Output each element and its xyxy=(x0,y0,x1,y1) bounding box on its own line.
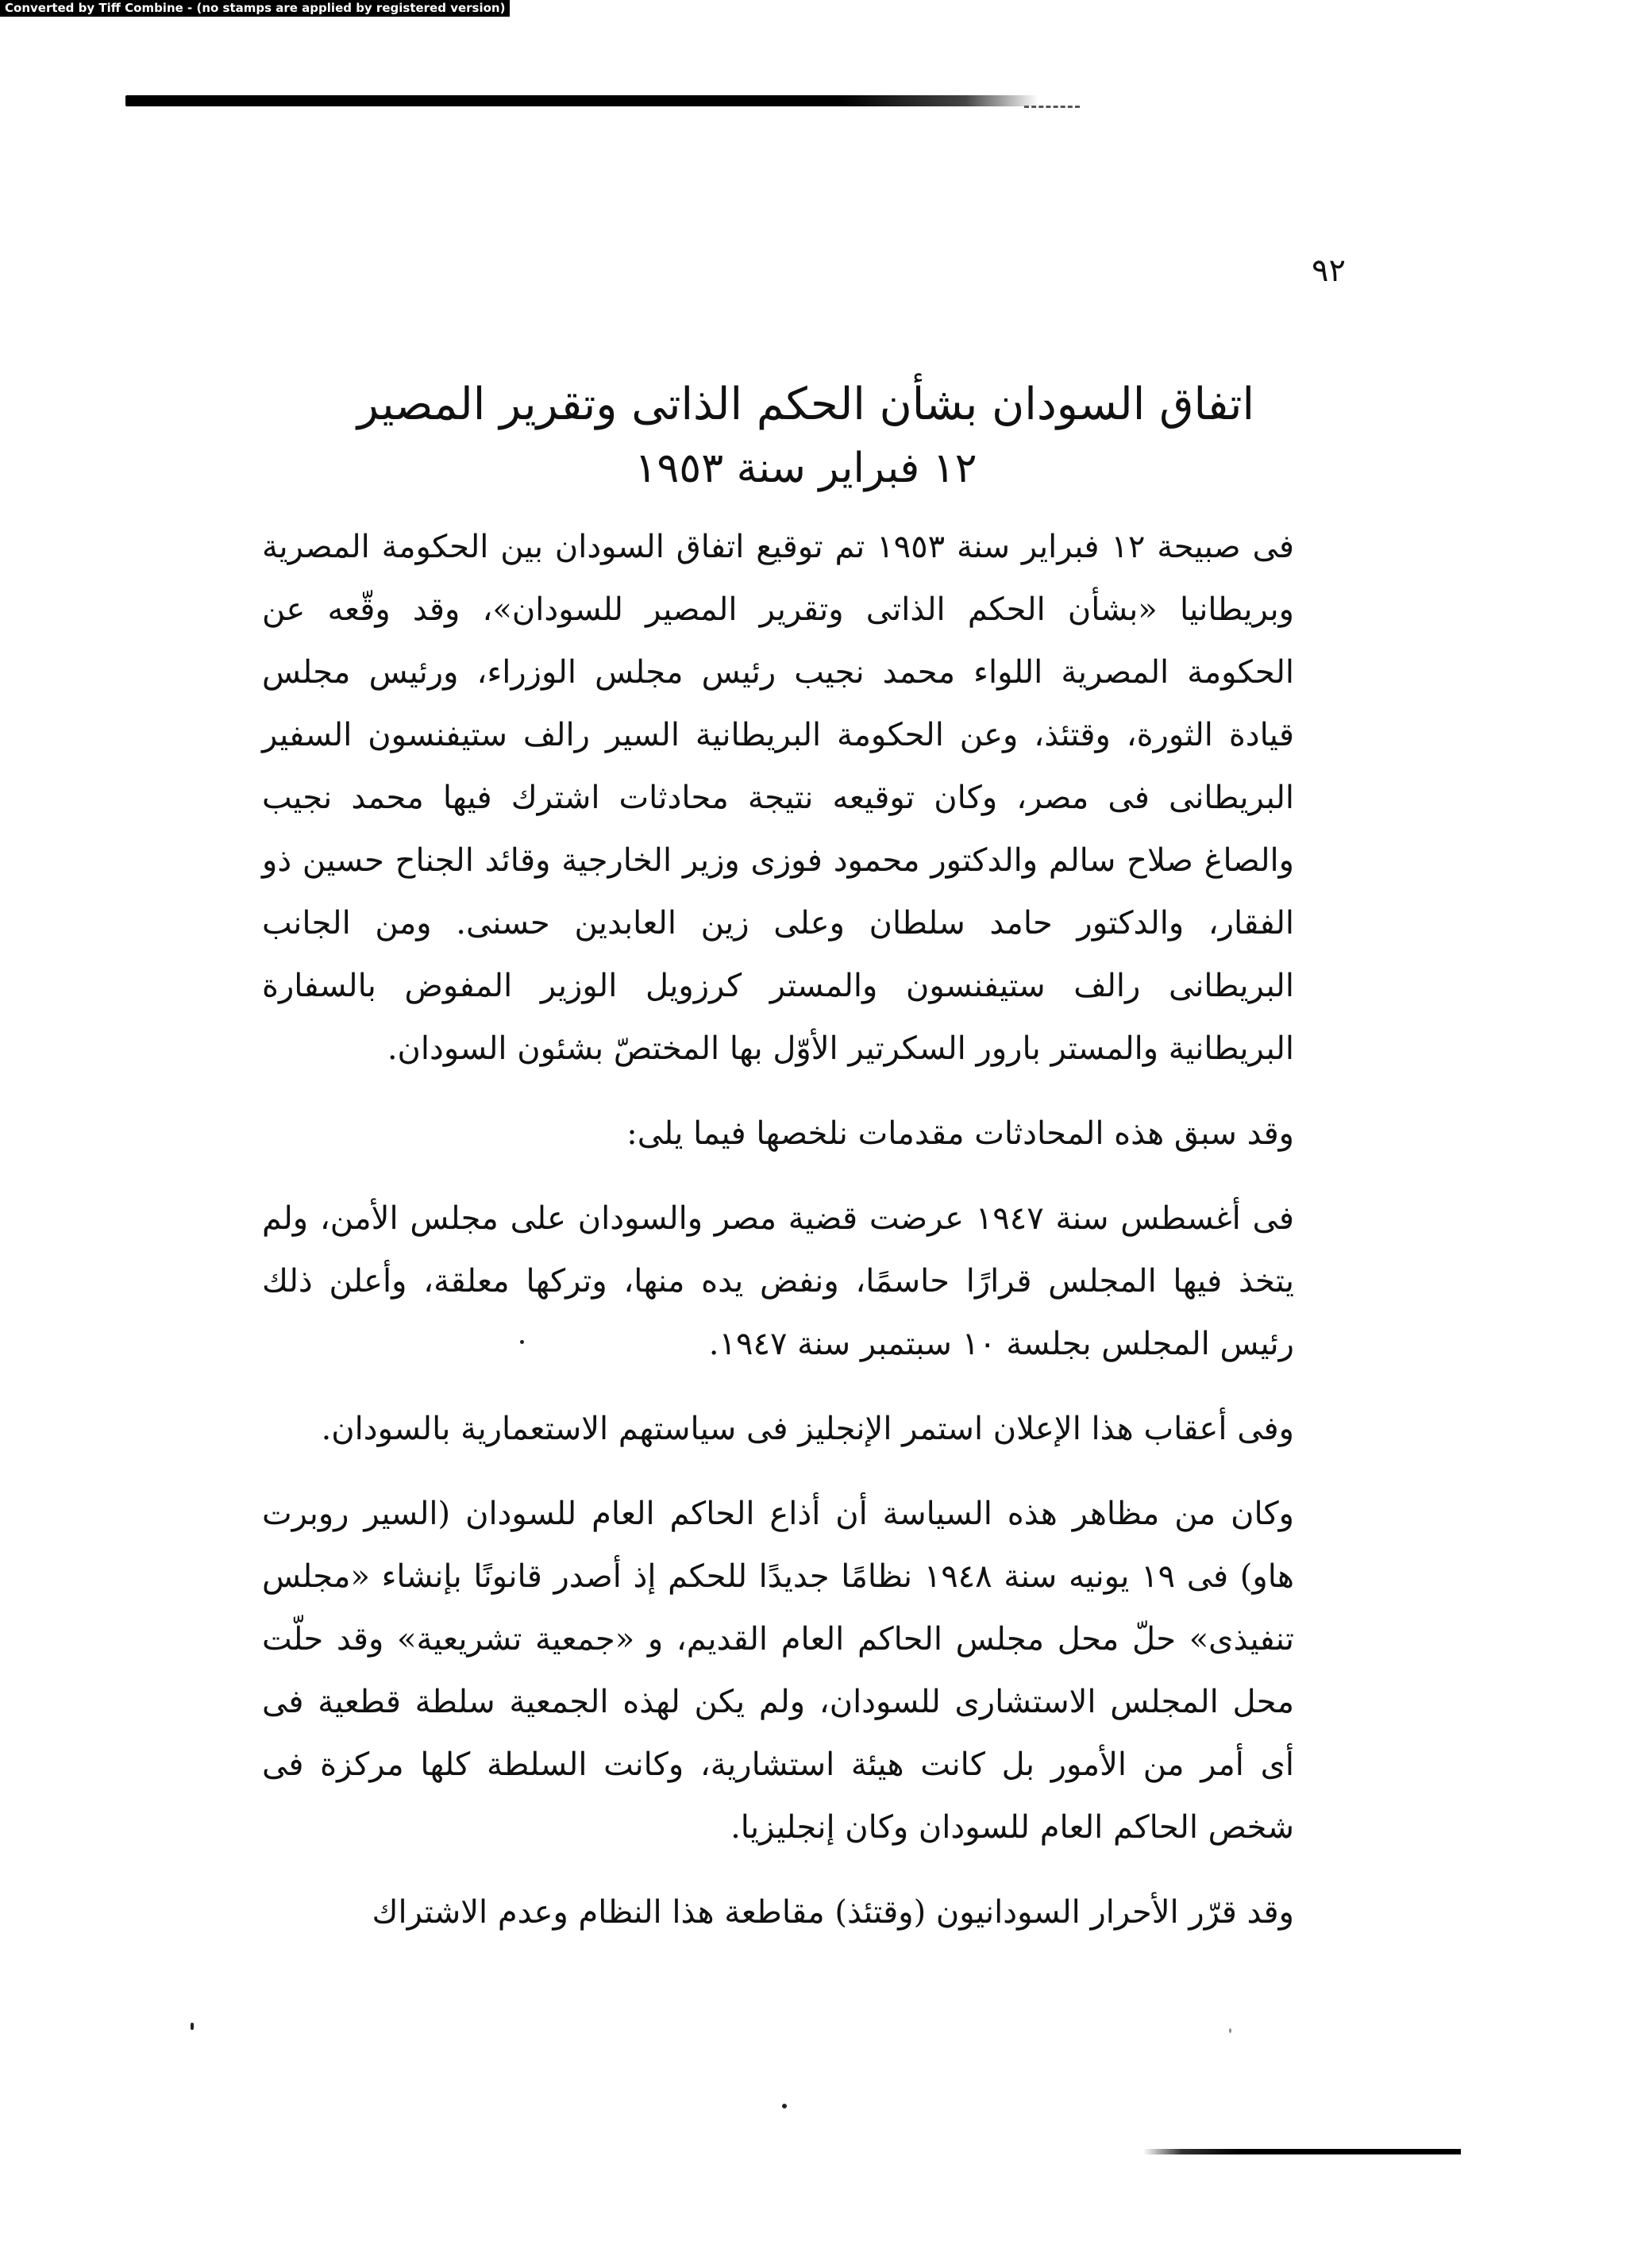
paragraph: وكان من مظاهر هذه السياسة أن أذاع الحاكم العام للسودان (السير روبرت هاو) فى ١٩ يونيه سنة ١٩٤٨ نظامًا جديدًا للحكم إذ أصدر قانونًا بإنشاء «مجلس تنفيذى» حلّ محل مجلس الحاكم العام القديم، و «جمعية تشريعية» وقد حلّت محل المجلس الاستشارى للسودان، ولم يكن لهذه الجمعية سلطة قطعية فى أى أمر من الأمور بل كانت هيئة استشارية، وكانت السلطة كلها مركزة فى شخص الحاكم العام للسودان وكان إنجليزيا. xyxy=(262,1496,1295,1846)
scan-speck xyxy=(1229,2028,1231,2033)
scan-speck xyxy=(782,2104,787,2108)
body-text xyxy=(262,516,1294,1966)
paragraph: وفى أعقاب هذا الإعلان استمر الإنجليز فى سياستهم الاستعمارية بالسودان. xyxy=(321,1411,1294,1447)
top-rule xyxy=(125,95,1038,106)
paragraph: وقد قرّر الأحرار السودانيون (وقتئذ) مقاطعة هذا النظام وعدم الاشتراك xyxy=(372,1894,1294,1931)
paragraph: فى صبيحة ١٢ فبراير سنة ١٩٥٣ تم توقيع اتفاق السودان بين الحكومة المصرية وبريطانيا «بشأن الحكم الذاتى وتقرير المصير للسودان»، وقد وقّعه عن الحكومة المصرية اللواء محمد نجيب رئيس مجلس الوزراء، ورئيس مجلس قيادة الثورة، وقتئذ، وعن الحكومة البريطانية السير رالف ستيفنسون السفير البريطانى فى مصر، وكان توقيعه نتيجة محادثات اشترك فيها محمد نجيب والصاغ صلاح سالم والدكتور محمود فوزى وزير الخارجية وقائد الجناح حسين ذو الفقار، والدكتور حامد سلطان وعلى زين العابدين حسنى. ومن الجانب البريطانى رالف ستيفنسون والمستر كرزويل الوزير المفوض بالسفارة البريطانية والمستر بارور السكرتير الأوّل بها المختصّ بشئون السودان. xyxy=(262,529,1294,1067)
scan-speck xyxy=(520,1340,524,1344)
paragraph: فى أغسطس سنة ١٩٤٧ عرضت قضية مصر والسودان على مجلس الأمن، ولم يتخذ فيها المجلس قرارًا حاسمًا، ونفض يده منها، وتركها معلقة، وأعلن ذلك رئيس المجلس بجلسة ١٠ سبتمبر سنة ١٩٤٧. xyxy=(262,1200,1294,1362)
top-rule-tail xyxy=(1024,106,1080,108)
conversion-banner: Converted by Tiff Combine - (no stamps are applied by registered version) xyxy=(0,0,510,17)
page-title: اتفاق السودان بشأن الحكم الذاتى وتقرير المصير xyxy=(356,379,1255,430)
paragraph: وقد سبق هذه المحادثات مقدمات نلخصها فيما يلى: xyxy=(626,1115,1294,1152)
title-block xyxy=(349,373,1262,500)
page-number: ٩٢ xyxy=(1312,252,1346,289)
scan-speck xyxy=(191,2023,194,2030)
bottom-rule xyxy=(1143,2149,1461,2154)
page-subtitle: ١٢ فبراير سنة ١٩٥٣ xyxy=(634,445,977,492)
